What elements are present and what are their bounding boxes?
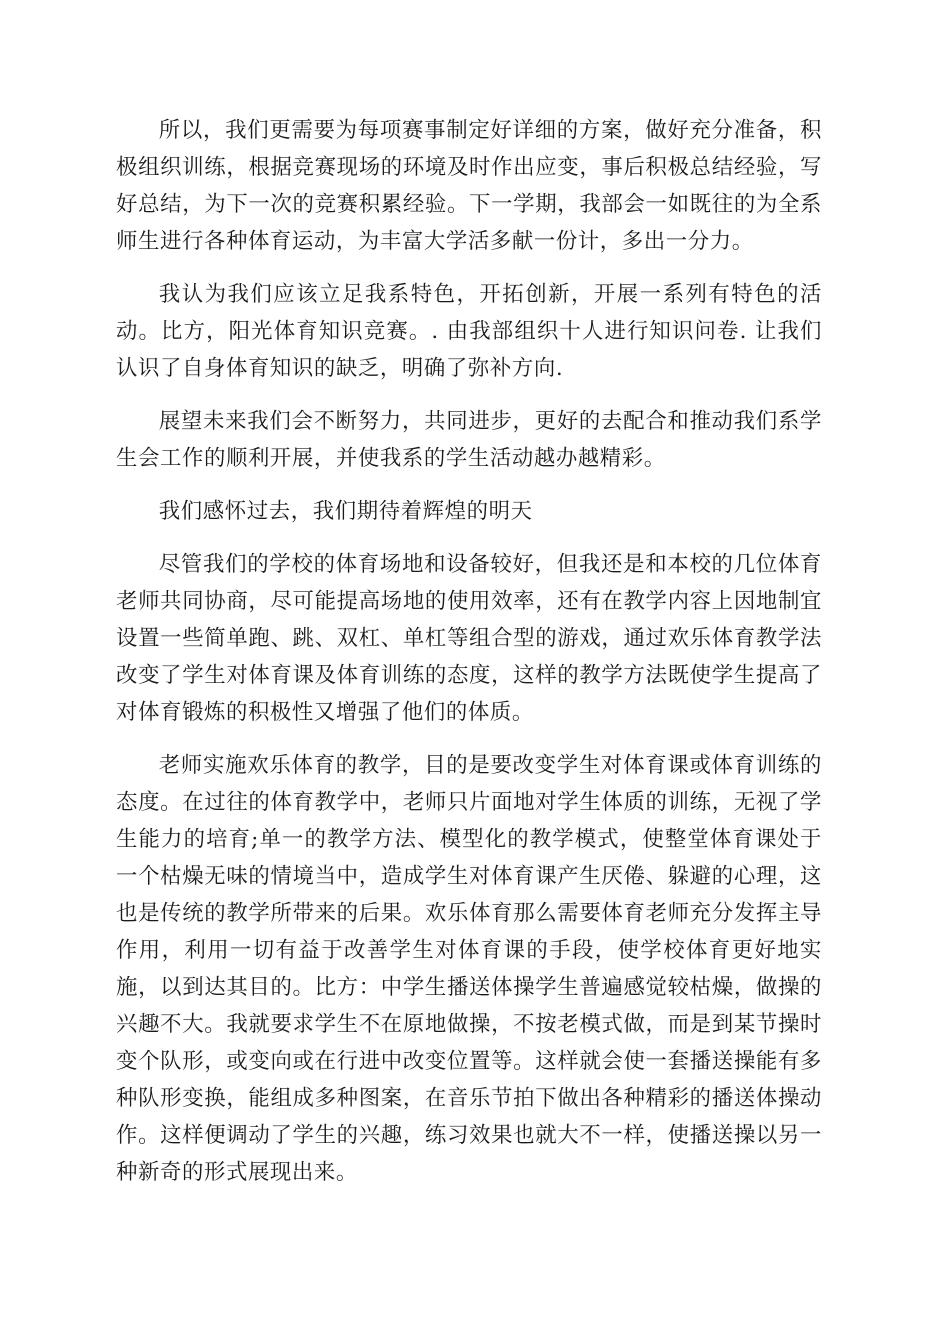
paragraph-5: 尽管我们的学校的体育场地和设备较好，但我还是和本校的几位体育老师共同协商，尽可能提高场地的使用效率，还有在教学内容上因地制宜设置一些简单跑、跳、双杠、单杠等组合型的游戏，通过欢乐体育教学法改变了学生对体育课及体育训练的态度，这样的教学方法既使学生提高了对体育锻炼的积极性又增强了他们的体质。 — [116, 552, 822, 725]
paragraph-3: 展望未来我们会不断努力，共同进步，更好的去配合和推动我们系学生会工作的顺利开展，并使我系的学生活动越办越精彩。 — [116, 409, 822, 471]
paragraph-4: 我们感怀过去，我们期待着辉煌的明天 — [158, 499, 533, 524]
paragraph-6: 老师实施欢乐体育的教学，目的是要改变学生对体育课或体育训练的态度。在过往的体育教学中，老师只片面地对学生体质的训练，无视了学生能力的培育;单一的教学方法、模型化的教学模式，使整堂体育课处于一个枯燥无味的情境当中，造成学生对体育课产生厌倦、躲避的心理，这也是传统的教学所带来的后果。欢乐体育那么需要体育老师充分发挥主导作用，利用一切有益于改善学生对体育课的手段，使学校体育更好地实施，以到达其目的。比方：中学生播送体操学生普遍感觉较枯燥，做操的兴趣不大。我就要求学生不在原地做操，不按老模式做，而是到某节操时变个队形，或变向或在行进中改变位置等。这样就会使一套播送操能有多种队形变换，能组成多种图案，在音乐节拍下做出各种精彩的播送体操动作。这样便调动了学生的兴趣，练习效果也就大不一样，使播送操以另一种新奇的形式展现出来。 — [116, 753, 822, 1185]
paragraph-2: 我认为我们应该立足我系特色，开拓创新，开展一系列有特色的活动。比方，阳光体育知识竞赛。. 由我部组织十人进行知识问卷. 让我们认识了自身体育知识的缺乏，明确了弥补方向. — [116, 282, 822, 381]
paragraph-1: 所以，我们更需要为每项赛事制定好详细的方案，做好充分准备，积极组织训练，根据竞赛现场的环境及时作出应变，事后积极总结经验，写好总结，为下一次的竞赛积累经验。下一学期，我部会一如既往的为全系师生进行各种体育运动，为丰富大学活多献一份计，多出一分力。 — [116, 118, 822, 254]
